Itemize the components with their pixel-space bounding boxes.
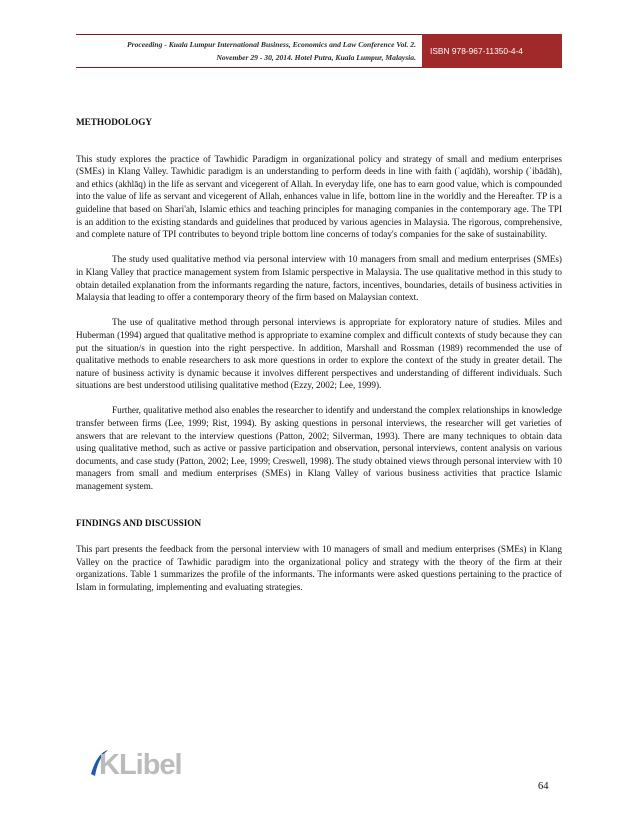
isbn-badge: ISBN 978-967-11350-4-4: [422, 34, 562, 68]
conference-info: [76, 34, 422, 68]
methodology-paragraph-1: This study explores the practice of Tawhidic Paradigm in organizational policy and strategy of small and medium enterprises (SMEs) in Klang Valley. Tawhidic paradigm is an understanding to perform deeds in line with faith (ʿaqīdāh), worship (ʿibādāh), and ethics (akhlāq) in the life as servant and vicegerent of Allah. In everyday life, one has to earn good value, which is compounded into the value of life as servant and vicegerent of Allah, enhances value in life, bottom line in the worldly and the Hereafter. TP is a guideline that based on Shari'ah, Islamic ethics and teaching principles for managing companies in the contemporary age. The TPI is an addition to the existing standards and guidelines that produced by various agencies in Malaysia. The rigorous, comprehensive, and complete nature of TPI contributes to beyond triple bottom line concerns of today's companies for the sake of sustainability.: [76, 153, 562, 240]
page-body: [76, 116, 562, 606]
logo-wordmark: KLibel: [99, 749, 182, 781]
conference-line-1: Proceeding - Kuala Lumpur International Business, Economics and Law Conference Vol. 2.: [126, 40, 416, 49]
methodology-heading: METHODOLOGY: [76, 117, 153, 127]
page-number: 64: [538, 781, 549, 792]
methodology-paragraph-4: Further, qualitative method also enables the researcher to identify and understand the complex relationships in knowledge transfer between firms (Lee, 1999; Rist, 1994). By asking questions in personal interviews, the researcher will get varieties of answers that are relevant to the interview questions (Patton, 2002; Silverman, 1993). There are many techniques to obtain data using qualitative method, such as active or passive participation and observation, personal interviews, content analysis on various documents, and case study (Patton, 2002; Lee, 1999; Creswell, 1998). The study obtained views through personal interview with 10 managers from small and medium enterprises (SMEs) in Klang Valley of various business activities that practice Islamic management system.: [76, 405, 562, 492]
methodology-paragraph-2: The study used qualitative method via personal interview with 10 managers from small and medium enterprises (SMEs) in Klang Valley that practice management system from Islamic perspective in Malaysia. The use qualitative method in this study to obtain detailed explanation from the informants regarding the nature, factors, incentives, boundaries, details of business activities in Malaysia that leading to offer a contemporary theory of the firm based on Malaysian context.: [76, 254, 562, 303]
findings-heading: FINDINGS AND DISCUSSION: [76, 517, 202, 528]
conference-line-2: November 29 - 30, 2014. Hotel Putra, Kuala Lumpur, Malaysia.: [216, 53, 416, 62]
methodology-paragraph-3: The use of qualitative method through personal interviews is appropriate for exploratory nature of studies. Miles and Huberman (1994) argued that qualitative method is appropriate to examine complex and difficult contexts of study because they can put the situation/s in question into the right perspective. In addition, Marshall and Rossman (1989) recommended the use of qualitative methods to enable researchers to ask more questions in order to explore the context of the study in greater detail. The nature of business activity is dynamic because it involves different perspectives and understanding of different individuals. Such situations are best understood utilising qualitative method (Ezzy, 2002; Lee, 1999).: [76, 317, 562, 391]
klibel-logo: [83, 740, 182, 790]
page-header: [76, 34, 562, 68]
findings-paragraph-1: This part presents the feedback from the personal interview with 10 managers of small and medium enterprises (SMEs) in Klang Valley on the practice of Tawhidic paradigm into the organizational policy and strategy with the theory of the firm at their organizations. Table 1 summarizes the profile of the informants. The informants were asked questions pertaining to the practice of Islam in formulating, implementing and evaluating strategies.: [76, 544, 562, 592]
